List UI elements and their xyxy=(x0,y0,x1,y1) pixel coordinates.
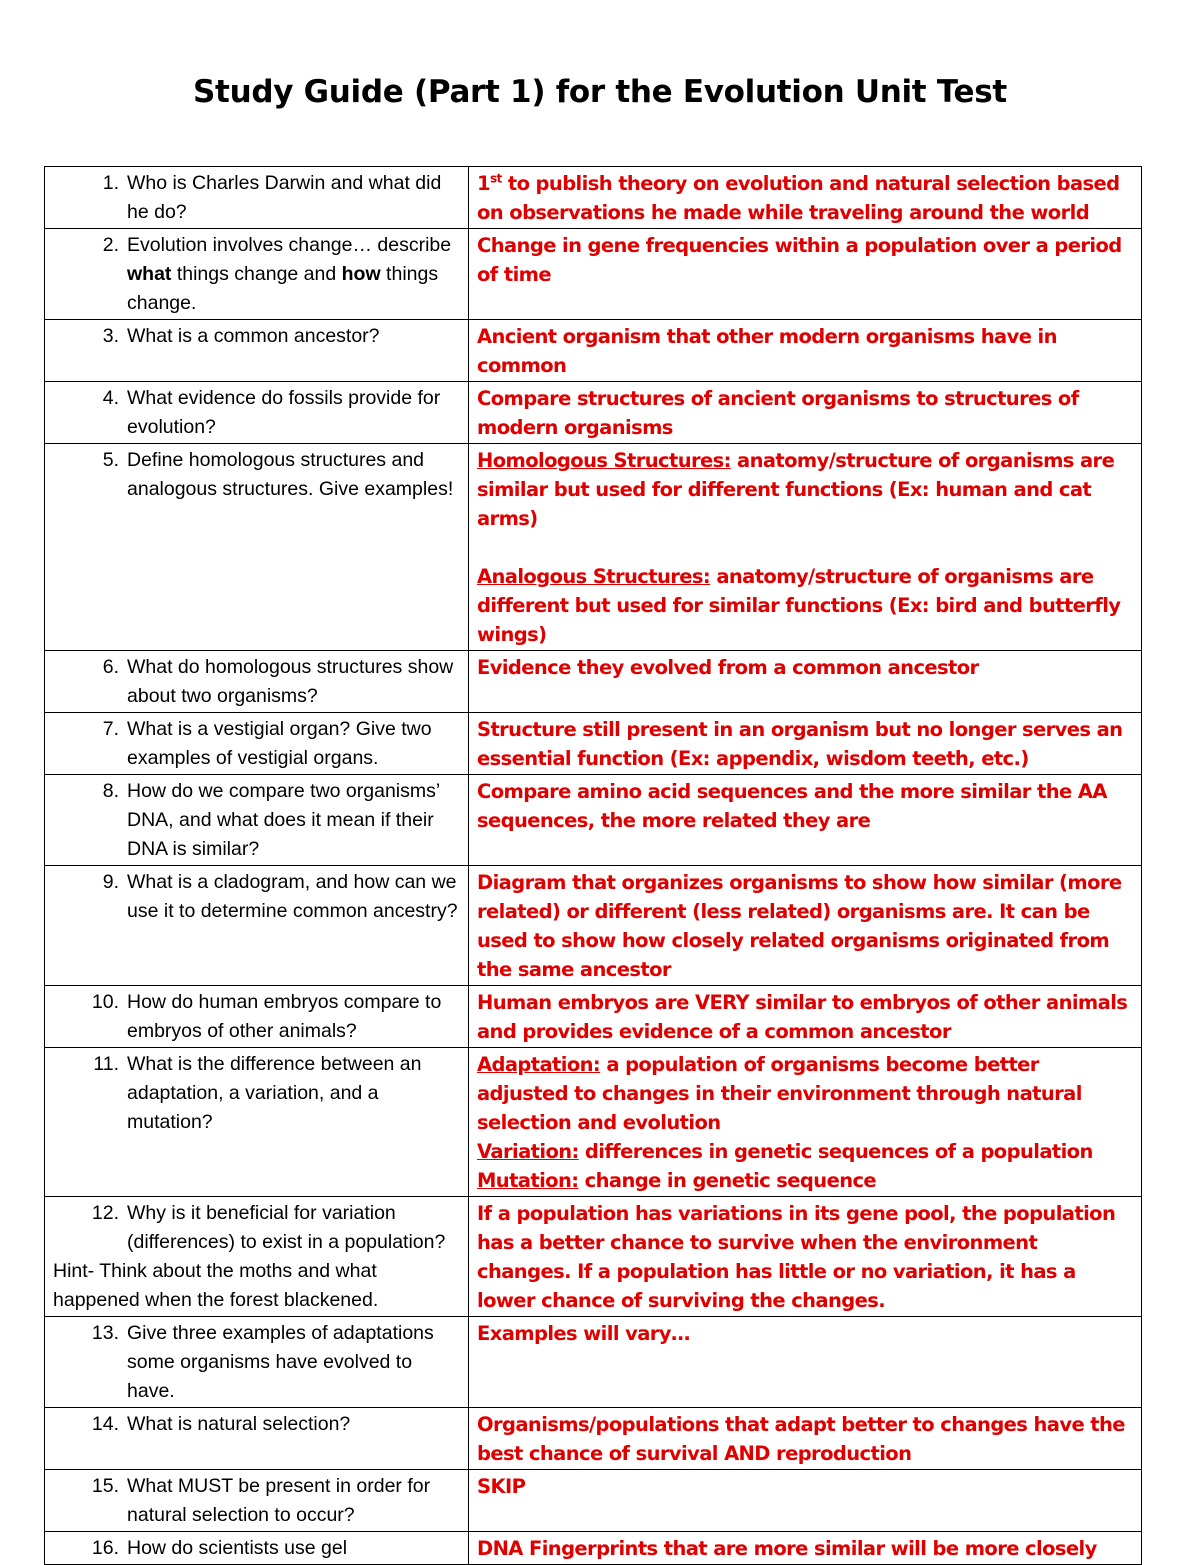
question-text: Why is it beneficial for variation (differences) to exist in a population? xyxy=(127,1202,446,1253)
table-row xyxy=(45,866,1142,986)
answer-text: Compare amino acid sequences and the more similar the AA sequences, the more related they are xyxy=(477,780,1107,832)
question-cell xyxy=(45,986,469,1048)
question-text: How do human embryos compare to embryos of other animals? xyxy=(127,991,442,1042)
question-text: What do homologous structures show about two organisms? xyxy=(127,656,454,707)
question-cell xyxy=(45,713,469,775)
question-number: 5. xyxy=(102,449,119,471)
answer-text: Compare structures of ancient organisms to structures of modern organisms xyxy=(477,387,1079,439)
table-row xyxy=(45,1408,1142,1470)
question-cell xyxy=(45,866,469,986)
answer-text: Organisms/populations that adapt better to changes have the best chance of survival AND reproduction xyxy=(477,1413,1125,1465)
answer-text: 1st to publish theory on evolution and natural selection based on observations he made while traveling around the world xyxy=(477,171,1120,224)
question-number: 9. xyxy=(102,871,119,893)
question-number: 10. xyxy=(91,991,119,1013)
question-cell xyxy=(45,1317,469,1408)
spacer xyxy=(477,533,1135,562)
adaptation-definition: Adaptation: a population of organisms become better adjusted to changes in their environment through natural selection and evolution xyxy=(477,1053,1082,1134)
question-text: Who is Charles Darwin and what did he do? xyxy=(127,172,442,223)
question-text: What is a vestigial organ? Give two examples of vestigial organs. xyxy=(127,718,432,769)
mutation-definition: Mutation: change in genetic sequence xyxy=(477,1169,877,1192)
answer-text: Ancient organism that other modern organisms have in common xyxy=(477,325,1057,377)
answer-text: If a population has variations in its gene pool, the population has a better chance to survive when the environment changes. If a population has little or no variation, it has a lower chance of surviving the changes. xyxy=(477,1202,1116,1312)
question-number: 1. xyxy=(102,172,119,194)
question-cell xyxy=(45,1532,469,1565)
question-number: 15. xyxy=(91,1475,119,1497)
answer-text: Evidence they evolved from a common ancestor xyxy=(477,656,979,679)
answer-cell xyxy=(469,382,1142,444)
question-number: 16. xyxy=(91,1537,119,1559)
answer-cell xyxy=(469,775,1142,866)
answer-cell xyxy=(469,1317,1142,1408)
study-guide-table xyxy=(44,166,1142,1565)
question-cell xyxy=(45,1408,469,1470)
answer-cell xyxy=(469,1197,1142,1317)
answer-text: DNA Fingerprints that are more similar will be more closely xyxy=(477,1537,1097,1560)
question-number: 4. xyxy=(102,387,119,409)
question-number: 3. xyxy=(102,325,119,347)
table-row xyxy=(45,1532,1142,1565)
table-row xyxy=(45,713,1142,775)
homologous-label: Homologous Structures: xyxy=(477,449,731,472)
question-text: What is a cladogram, and how can we use it to determine common ancestry? xyxy=(127,871,458,922)
question-text: What is a common ancestor? xyxy=(127,325,380,347)
answer-cell xyxy=(469,866,1142,986)
question-number: 13. xyxy=(91,1322,119,1344)
homologous-definition: Homologous Structures: anatomy/structure of organisms are similar but used for different functions (Ex: human and cat arms) xyxy=(477,449,1115,530)
table-row xyxy=(45,229,1142,320)
question-cell xyxy=(45,229,469,320)
table-row xyxy=(45,1317,1142,1408)
table-row xyxy=(45,651,1142,713)
question-number: 7. xyxy=(102,718,119,740)
question-text: What is natural selection? xyxy=(127,1413,351,1435)
question-number: 14. xyxy=(91,1413,119,1435)
page-title: Study Guide (Part 1) for the Evolution Unit Test xyxy=(193,74,1007,110)
answer-cell xyxy=(469,1532,1142,1565)
question-text: Evolution involves change… describe what things change and how things change. xyxy=(127,234,452,314)
answer-text: Human embryos are VERY similar to embryos of other animals and provides evidence of a common ancestor xyxy=(477,991,1128,1043)
question-cell xyxy=(45,444,469,651)
answer-cell xyxy=(469,1048,1142,1197)
table-row xyxy=(45,444,1142,651)
answer-text: Diagram that organizes organisms to show how similar (more related) or different (less related) organisms are. It can be used to show how closely related organisms originated from the same ancestor xyxy=(477,871,1122,981)
variation-definition: Variation: differences in genetic sequences of a population xyxy=(477,1140,1093,1163)
question-number: 11. xyxy=(93,1053,119,1075)
table-row xyxy=(45,382,1142,444)
question-cell xyxy=(45,382,469,444)
analogous-label: Analogous Structures: xyxy=(477,565,711,588)
question-cell xyxy=(45,1197,469,1317)
adaptation-label: Adaptation: xyxy=(477,1053,601,1076)
question-text: How do we compare two organisms’ DNA, and what does it mean if their DNA is similar? xyxy=(127,780,440,860)
question-cell xyxy=(45,651,469,713)
answer-cell xyxy=(469,651,1142,713)
answer-cell xyxy=(469,986,1142,1048)
table-row xyxy=(45,320,1142,382)
answer-cell xyxy=(469,1408,1142,1470)
table-row xyxy=(45,775,1142,866)
question-text: How do scientists use gel xyxy=(127,1537,348,1559)
question-cell xyxy=(45,1048,469,1197)
analogous-definition: Analogous Structures: anatomy/structure of organisms are different but used for similar functions (Ex: bird and butterfly wings) xyxy=(477,565,1121,646)
answer-text: Examples will vary… xyxy=(477,1322,690,1345)
table-row xyxy=(45,1048,1142,1197)
answer-cell xyxy=(469,1470,1142,1532)
answer-text: SKIP xyxy=(477,1475,526,1498)
table-row xyxy=(45,167,1142,229)
question-text: What MUST be present in order for natural selection to occur? xyxy=(127,1475,431,1526)
question-cell xyxy=(45,1470,469,1532)
answer-cell xyxy=(469,444,1142,651)
question-text: Define homologous structures and analogous structures. Give examples! xyxy=(127,449,454,500)
table-row xyxy=(45,986,1142,1048)
answer-cell xyxy=(469,320,1142,382)
question-cell xyxy=(45,167,469,229)
question-number: 6. xyxy=(102,656,119,678)
answer-cell xyxy=(469,713,1142,775)
hint-text: Hint- Think about the moths and what happened when the forest blackened. xyxy=(53,1260,379,1311)
answer-text: Structure still present in an organism but no longer serves an essential function (Ex: appendix, wisdom teeth, etc.) xyxy=(477,718,1123,770)
answer-text: Change in gene frequencies within a population over a period of time xyxy=(477,234,1122,286)
table-row xyxy=(45,1470,1142,1532)
question-number: 12. xyxy=(91,1202,119,1224)
question-number: 8. xyxy=(102,780,119,802)
question-text: What evidence do fossils provide for evolution? xyxy=(127,387,441,438)
question-cell xyxy=(45,320,469,382)
question-cell xyxy=(45,775,469,866)
variation-label: Variation: xyxy=(477,1140,579,1163)
mutation-label: Mutation: xyxy=(477,1169,579,1192)
answer-cell xyxy=(469,229,1142,320)
question-number: 2. xyxy=(102,234,119,256)
question-text: What is the difference between an adaptation, a variation, and a mutation? xyxy=(127,1053,422,1133)
answer-cell xyxy=(469,167,1142,229)
table-row xyxy=(45,1197,1142,1317)
question-text: Give three examples of adaptations some organisms have evolved to have. xyxy=(127,1322,434,1402)
